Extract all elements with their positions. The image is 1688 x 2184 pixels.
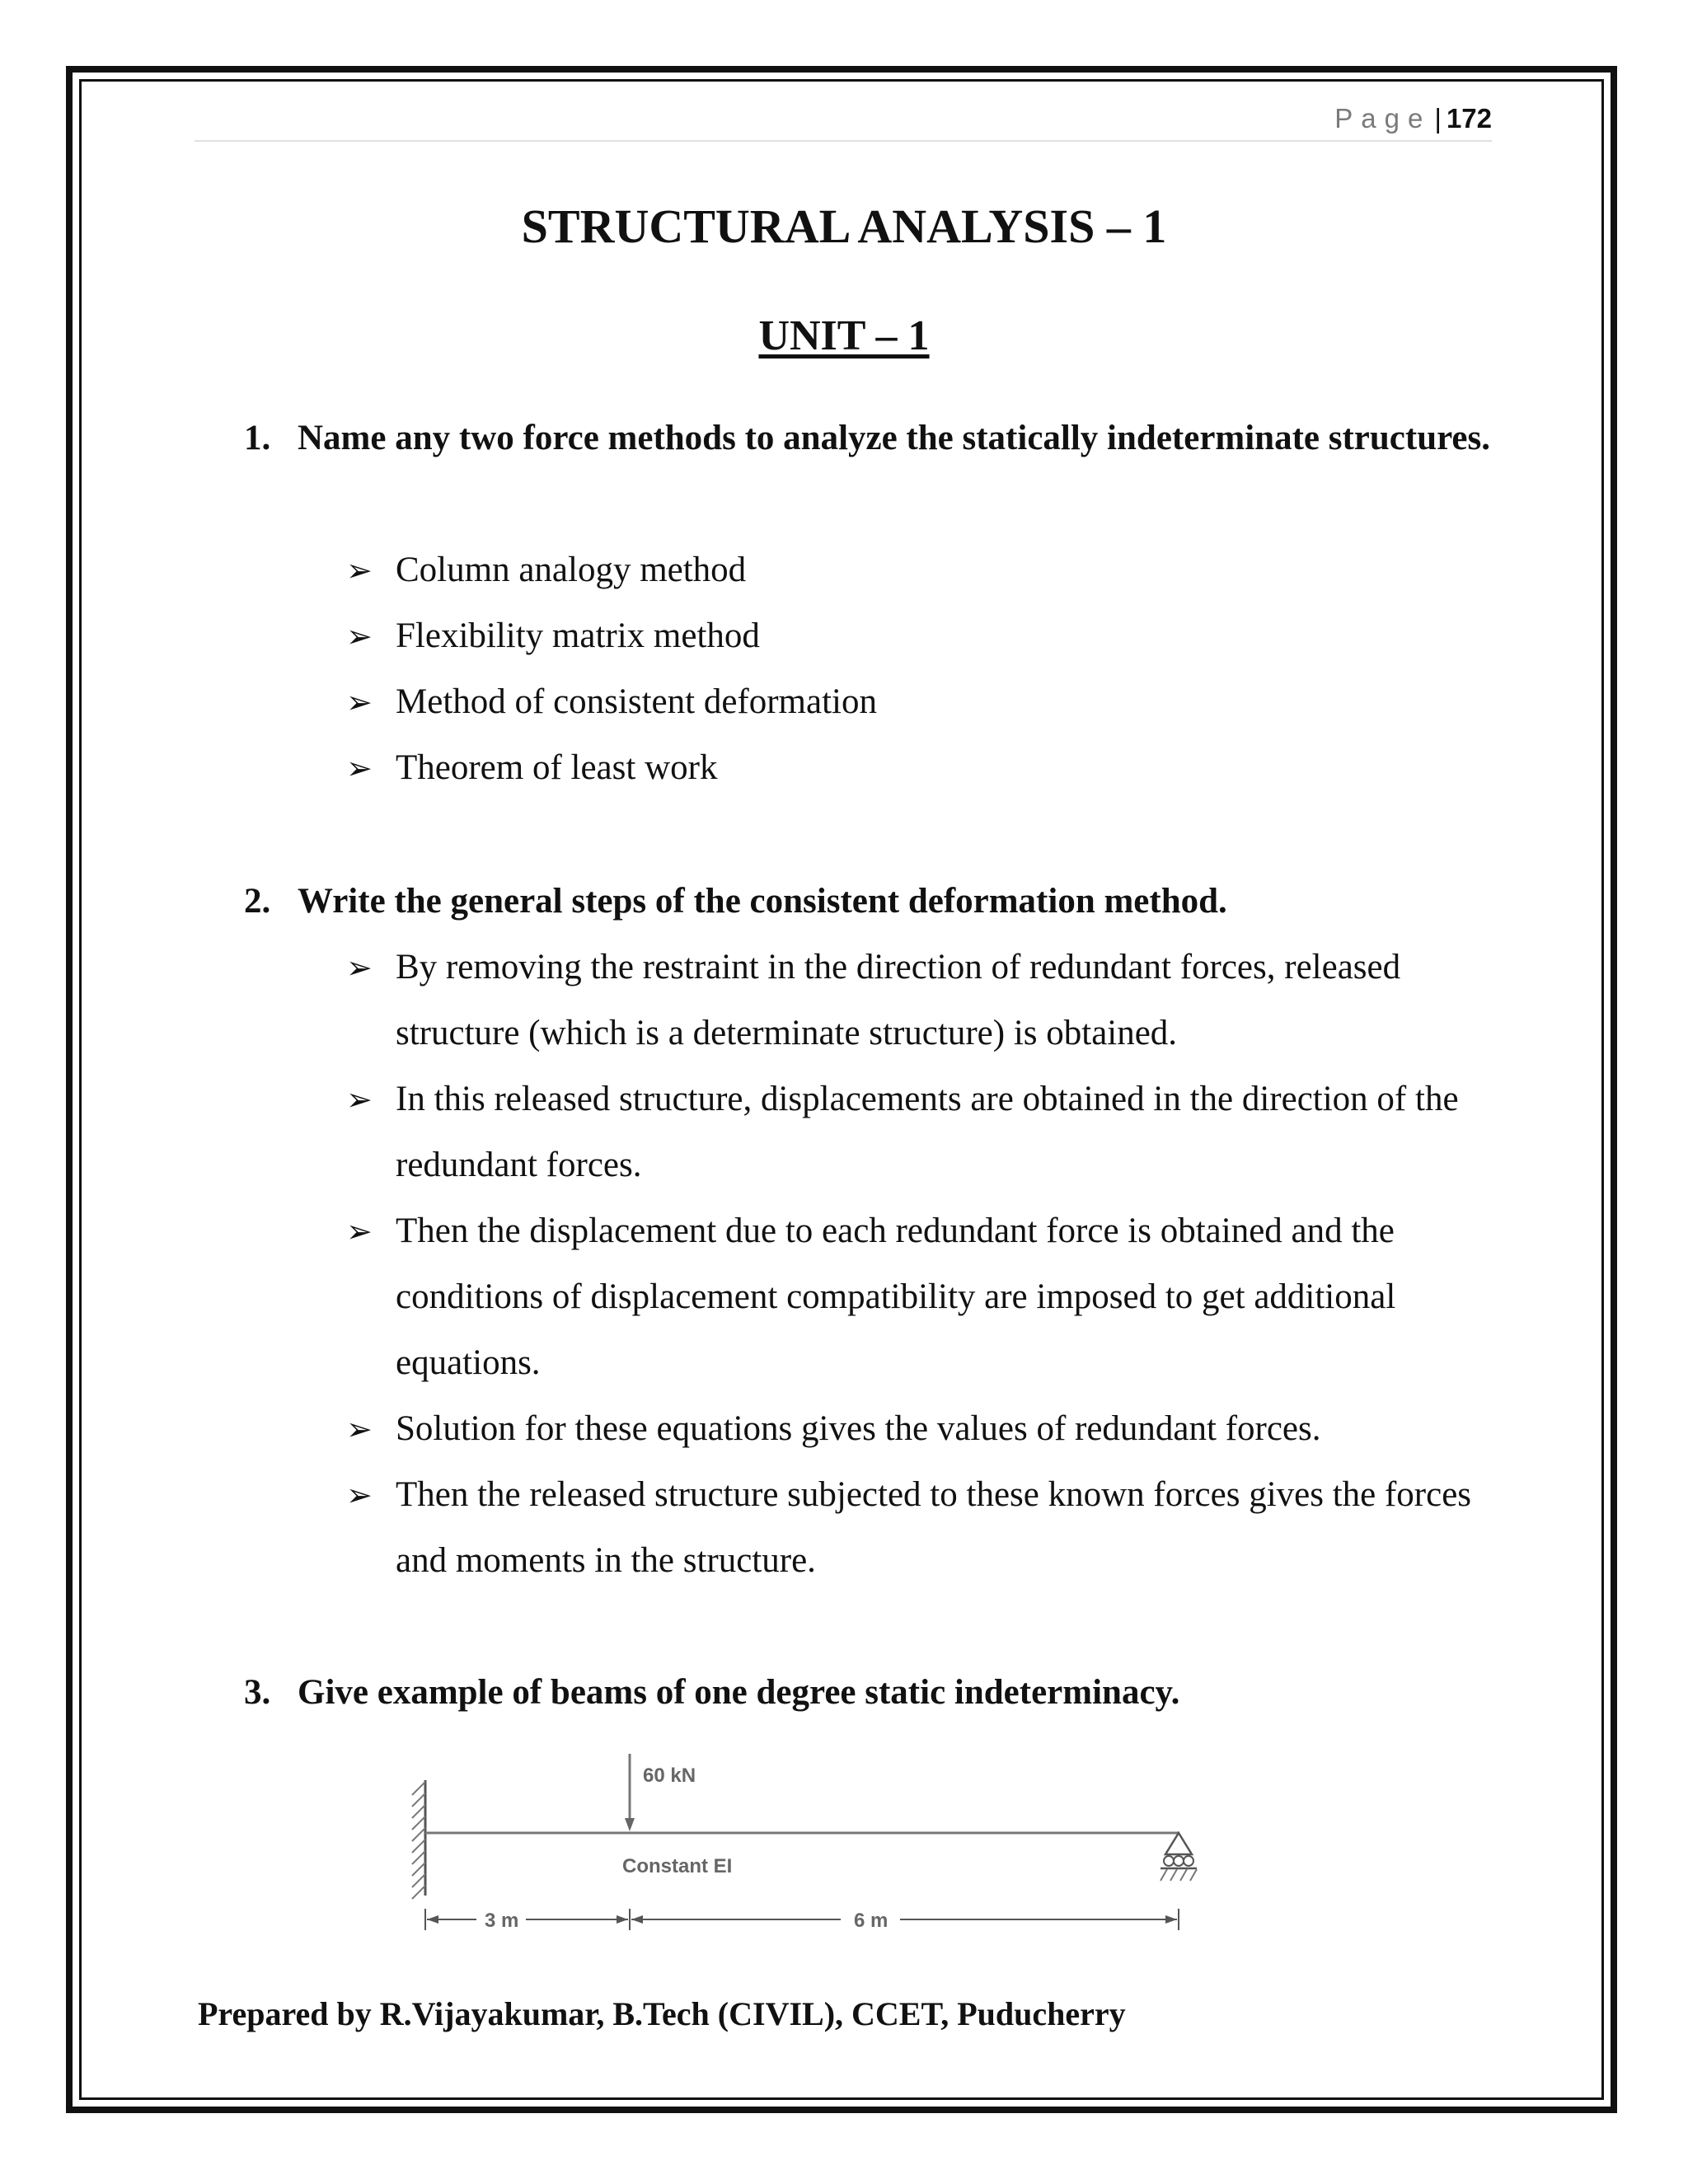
fixed-support-hatching: [412, 1782, 425, 1899]
dimension-lines: [425, 1909, 1179, 1930]
beam-stiffness-label: Constant EI: [622, 1855, 733, 1877]
answer-list-1: [346, 537, 1500, 801]
list-item: [346, 537, 1500, 603]
list-item: [346, 1396, 1500, 1462]
question-text: Name any two force methods to analyze the statically indeterminate structures.: [298, 419, 1490, 457]
list-item: [346, 669, 1500, 735]
list-item: [346, 1462, 1500, 1594]
list-item-text: Method of consistent deformation: [396, 682, 877, 721]
arrowhead-bullet-icon: ➢: [346, 1081, 373, 1118]
list-item-text: Solution for these equations gives the values of redundant forces.: [396, 1409, 1321, 1448]
arrowhead-bullet-icon: ➢: [346, 618, 373, 654]
question-text: Give example of beams of one degree static indeterminacy.: [298, 1673, 1180, 1712]
arrowhead-bullet-icon: ➢: [346, 1477, 373, 1513]
list-item-text: By removing the restraint in the direction of redundant forces, released structure (which is a determinate structure) is obtained.: [396, 948, 1401, 1052]
list-item-text: Flexibility matrix method: [396, 616, 760, 655]
list-item-text: Theorem of least work: [396, 748, 718, 787]
list-item: [346, 935, 1500, 1066]
list-item-text: Then the displacement due to each redundant force is obtained and the conditions of displacement compatibility are imposed to get additional equations.: [396, 1212, 1396, 1382]
footer-credit: Prepared by R.Vijayakumar, B.Tech (CIVIL), CCET, Puducherry: [198, 1995, 1126, 2032]
list-item: [346, 603, 1500, 669]
span-left-label: 3 m: [485, 1910, 519, 1932]
load-label: 60 kN: [643, 1765, 696, 1787]
arrowhead-bullet-icon: ➢: [346, 949, 373, 986]
arrowhead-bullet-icon: ➢: [346, 1213, 373, 1249]
arrowhead-bullet-icon: ➢: [346, 750, 373, 786]
question-3: [244, 1660, 1530, 1726]
page-header: [195, 97, 1492, 142]
question-text: Write the general steps of the consistent deformation method.: [298, 882, 1227, 921]
list-item: [346, 1066, 1500, 1198]
question-number: 3.: [244, 1673, 271, 1712]
answer-list-2: [346, 935, 1500, 1594]
arrowhead-bullet-icon: ➢: [346, 1411, 373, 1447]
document-title: STRUCTURAL ANALYSIS – 1: [521, 199, 1167, 253]
question-1: [244, 405, 1530, 471]
page-word: Page: [1334, 103, 1432, 134]
question-2: [244, 869, 1530, 935]
list-item: [346, 1198, 1500, 1396]
list-item-text: In this released structure, displacements are obtained in the direction of the redundant forces.: [396, 1080, 1459, 1184]
unit-title: UNIT – 1: [758, 312, 930, 359]
list-item-text: Column analogy method: [396, 551, 747, 589]
point-load-arrowhead-icon: [625, 1818, 635, 1831]
beam-diagram: [396, 1747, 1220, 1961]
span-right-label: 6 m: [854, 1910, 889, 1932]
page-separator: |: [1434, 103, 1442, 134]
arrowhead-bullet-icon: ➢: [346, 684, 373, 720]
roller-support-icon: [1160, 1833, 1197, 1881]
page-number: 172: [1446, 103, 1492, 134]
question-number: 1.: [244, 419, 271, 457]
list-item-text: Then the released structure subjected to these known forces gives the forces and moments in the structure.: [396, 1475, 1472, 1580]
question-number: 2.: [244, 882, 271, 921]
list-item: [346, 735, 1500, 801]
arrowhead-bullet-icon: ➢: [346, 552, 373, 588]
